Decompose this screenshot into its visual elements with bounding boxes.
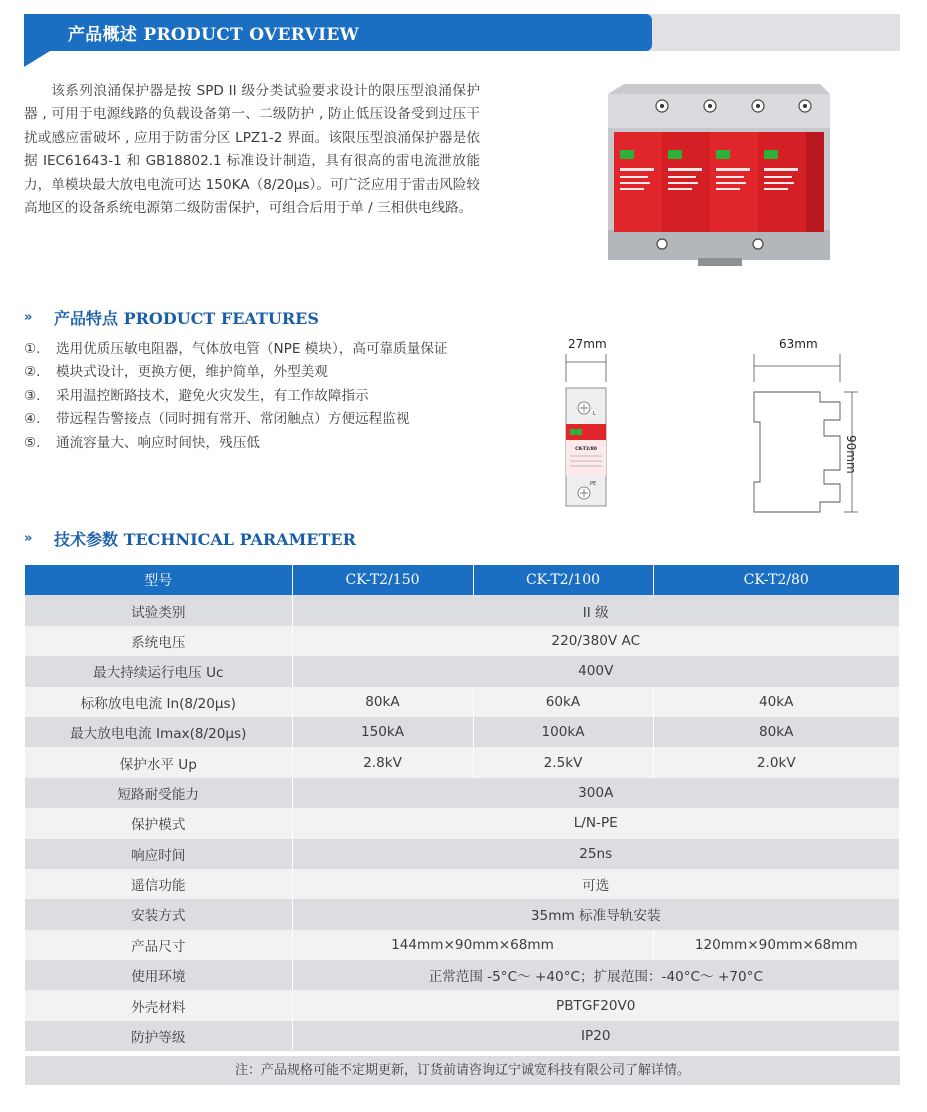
list-item: ⑤. 通流容量大、响应时间快，残压低 — [24, 434, 260, 451]
table-row: 最大放电电流 Imax(8/20μs) 150kA 100kA 80kA — [25, 717, 900, 747]
header-banner-tab — [24, 51, 50, 67]
product-image — [598, 80, 838, 270]
chevron-icon: » — [24, 310, 33, 325]
table-row: 系统电压 220/380V AC — [25, 626, 900, 656]
header-ck-t2-100: CK-T2/100 — [473, 565, 653, 595]
table-row: 使用环境 正常范围 -5°C～ +40°C；扩展范围：-40°C～ +70°C — [25, 960, 900, 990]
table-header-row — [25, 565, 900, 595]
table-row: 短路耐受能力 300A — [25, 778, 900, 808]
overview-title: 产品概述 PRODUCT OVERVIEW — [68, 25, 359, 45]
table-row: 最大持续运行电压 Uc 400V — [25, 656, 900, 686]
table-note: 注：产品规格可能不定期更新，订货前请咨询辽宁诚宽科技有限公司了解详情。 — [25, 1056, 900, 1085]
parameter-table — [25, 565, 900, 1051]
table-row: 响应时间 25ns — [25, 839, 900, 869]
header-ck-t2-80: CK-T2/80 — [653, 565, 900, 595]
table-row: 遥信功能 可选 — [25, 869, 900, 899]
front-view-drawing — [560, 352, 620, 512]
table-row: 保护水平 Up 2.8kV 2.5kV 2.0kV — [25, 747, 900, 777]
list-item: ①. 选用优质压敏电阻器，气体放电管（NPE 模块），高可靠质量保证 — [24, 341, 448, 357]
module-model-text: CK-T2/80 — [575, 447, 597, 452]
terminal-pe-label: PE — [590, 481, 597, 487]
height-label: 90mm — [844, 435, 858, 474]
features-title: 产品特点 PRODUCT FEATURES — [54, 309, 319, 328]
list-item: ③. 采用温控断路技术，避免火灾发生，有工作故障指示 — [24, 387, 369, 404]
table-row: 安装方式 35mm 标准导轨安装 — [25, 899, 900, 929]
features-heading — [24, 306, 319, 329]
table-row: 保护模式 L/N-PE — [25, 808, 900, 838]
red-modules — [614, 132, 824, 232]
header-ck-t2-150: CK-T2/150 — [292, 565, 473, 595]
list-item: ②. 模块式设计，更换方便，维护简单，外型美观 — [24, 364, 328, 381]
side-view-drawing — [740, 352, 860, 517]
side-width-label: 63mm — [779, 337, 818, 351]
header-model: 型号 — [25, 565, 292, 595]
chevron-icon: » — [24, 531, 33, 546]
table-row: 标称放电电流 In(8/20μs) 80kA 60kA 40kA — [25, 687, 900, 717]
features-list — [24, 338, 484, 455]
front-width-label: 27mm — [568, 337, 607, 351]
technical-heading — [24, 527, 356, 550]
overview-paragraph: 该系列浪涌保护器是按 SPD II 级分类试验要求设计的限压型浪涌保护器 , 可用于电源线路的负载设备第一、二级防护 , 防止低压设备受到过压干扰或感应雷破坏 , 应用于防雷分区 LPZ1-2 界面。该限压型浪涌保护器是依据 IEC61643-1 和 GB18802.1 标准设计制造，具有很高的雷电流泄放能力，单模块最大放电电流可达 150KA（8/20μs）。可广泛应用于雷击风险较高地区的设备系统电源第二级防雷保护，可组合后用于单 / 三相供电线路。 — [24, 83, 480, 217]
technical-title: 技术参数 TECHNICAL PARAMETER — [54, 530, 356, 549]
table-row: 外壳材料 PBTGF20V0 — [25, 990, 900, 1020]
terminal-l-label: L — [593, 411, 596, 417]
table-row: 产品尺寸 144mm×90mm×68mm 120mm×90mm×68mm — [25, 930, 900, 960]
list-item: ④. 带远程告警接点（同时拥有常开、常闭触点）方便远程监视 — [24, 411, 410, 428]
table-row: 防护等级 IP20 — [25, 1021, 900, 1051]
table-row: 试验类别 II 级 — [25, 595, 900, 625]
